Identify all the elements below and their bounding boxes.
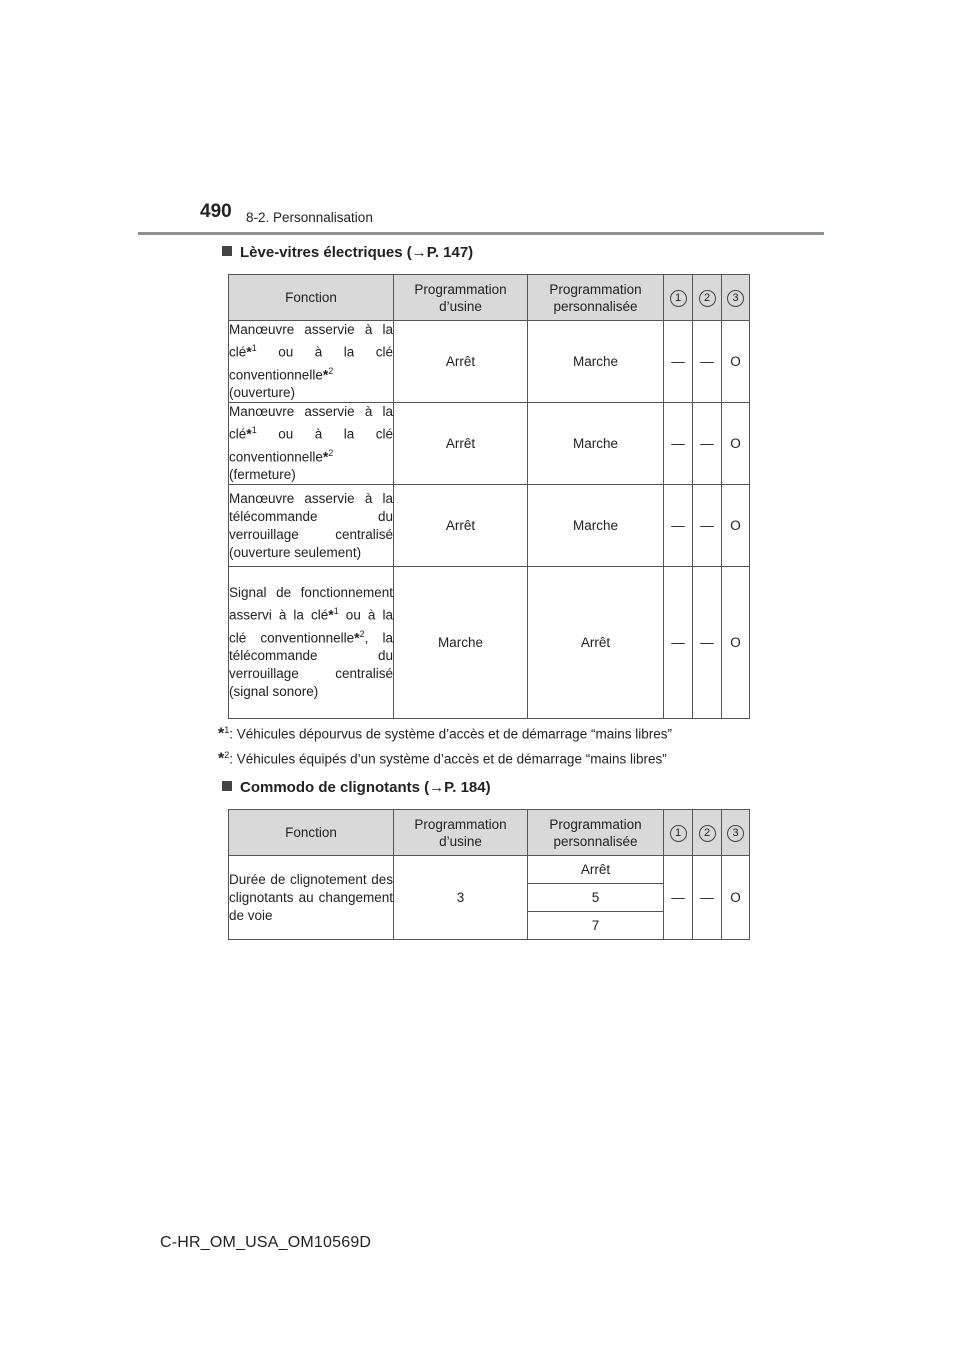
- mark2-cell: —: [693, 485, 722, 567]
- function-cell: Manœuvre asservie à la télécommande du verrouillage centralisé (ouverture seulement): [229, 485, 394, 567]
- circled-number-3-icon: 3: [727, 290, 744, 307]
- default-cell: Marche: [394, 567, 528, 719]
- footnote-1: *$^1$: Véhicules dépourvus de système d’accès et de démarrage “mains libres”: [218, 725, 672, 743]
- square-bullet-icon: [222, 781, 232, 791]
- table-row: [229, 485, 750, 567]
- default-cell: Arrêt: [394, 403, 528, 485]
- mark1-cell: —: [664, 567, 693, 719]
- mark2-cell: —: [693, 321, 722, 403]
- circled-number-1-icon: 1: [670, 825, 687, 842]
- mark1-cell: —: [664, 321, 693, 403]
- heading-power-windows: Lève-vitres électriques (→P. 147): [222, 244, 473, 261]
- default-cell: Arrêt: [394, 485, 528, 567]
- custom-cell: 7: [528, 912, 664, 940]
- mark3-cell: O: [722, 567, 750, 719]
- custom-cell: Marche: [528, 485, 664, 567]
- header-default: Programmation d’usine: [394, 275, 528, 321]
- header-default: Programmation d’usine: [394, 810, 528, 856]
- default-cell: 3: [394, 856, 528, 940]
- custom-cell: Arrêt: [528, 856, 664, 884]
- heading-turn-signal: Commodo de clignotants (→P. 184): [222, 779, 491, 796]
- table-row: [229, 567, 750, 719]
- circled-number-2-icon: 2: [699, 290, 716, 307]
- function-cell: Signal de fonctionnement asservi à la clé*$^1$ ou à la clé conventionnelle*$^2$, la télécommande du verrouillage centralisé (signal sonore): [229, 567, 394, 719]
- page-number: 490: [200, 201, 232, 222]
- function-cell: Manœuvre asservie à la clé*$^1$ ou à la clé conventionnelle*$^2$ (ouverture): [229, 321, 394, 403]
- mark3-cell: O: [722, 485, 750, 567]
- square-bullet-icon: [222, 246, 232, 256]
- section-title: 8-2. Personnalisation: [246, 210, 373, 225]
- custom-cell: 5: [528, 884, 664, 912]
- mark2-cell: —: [693, 567, 722, 719]
- custom-cell: Marche: [528, 403, 664, 485]
- mark1-cell: —: [664, 856, 693, 940]
- function-cell: Durée de clignotement des clignotants au changement de voie: [229, 856, 394, 940]
- document-code: C-HR_OM_USA_OM10569D: [160, 1234, 372, 1251]
- header-custom: Programmation personnalisée: [528, 810, 664, 856]
- mark2-cell: —: [693, 856, 722, 940]
- table-row: [229, 321, 750, 403]
- header-custom: Programmation personnalisée: [528, 275, 664, 321]
- header-rule: [138, 232, 824, 235]
- table-row: [229, 856, 750, 884]
- mark1-cell: —: [664, 403, 693, 485]
- default-cell: Arrêt: [394, 321, 528, 403]
- power-windows-table: [228, 274, 750, 719]
- mark3-cell: O: [722, 403, 750, 485]
- mark1-cell: —: [664, 485, 693, 567]
- circled-number-2-icon: 2: [699, 825, 716, 842]
- mark2-cell: —: [693, 403, 722, 485]
- header-function: Fonction: [229, 275, 394, 321]
- header-function: Fonction: [229, 810, 394, 856]
- table-row: [229, 403, 750, 485]
- custom-cell: Arrêt: [528, 567, 664, 719]
- custom-cell: Marche: [528, 321, 664, 403]
- function-cell: Manœuvre asservie à la clé*$^1$ ou à la clé conventionnelle*$^2$ (fermeture): [229, 403, 394, 485]
- circled-number-1-icon: 1: [670, 290, 687, 307]
- table-header-row: [229, 810, 750, 856]
- footnote-2: *$^2$: Véhicules équipés d’un système d’accès et de démarrage “mains libres”: [218, 750, 667, 768]
- turn-signal-table: [228, 809, 750, 940]
- mark3-cell: O: [722, 856, 750, 940]
- circled-number-3-icon: 3: [727, 825, 744, 842]
- mark3-cell: O: [722, 321, 750, 403]
- table-header-row: [229, 275, 750, 321]
